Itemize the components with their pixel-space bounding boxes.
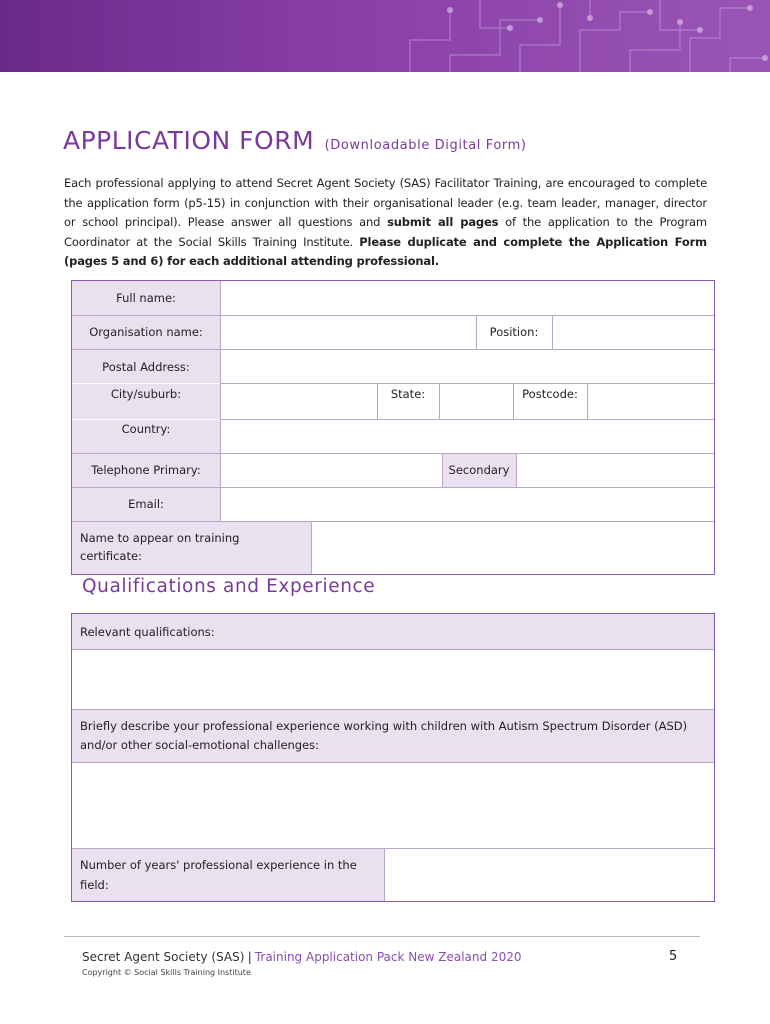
intro-text-2: of the application to the Program Coordinator at the Social Skills Training Institute.: [64, 215, 707, 249]
row-divider: [220, 419, 714, 420]
col-divider: [442, 454, 443, 487]
qualifications-form: [71, 613, 715, 902]
relevant-qualifications-label: Relevant qualifications:: [80, 625, 215, 639]
col-divider: [552, 316, 553, 349]
row-divider: [72, 649, 714, 650]
row-divider: [72, 349, 714, 350]
row-divider: [220, 383, 714, 384]
footer-rule: [64, 936, 700, 937]
col-divider: [439, 384, 440, 419]
email-input[interactable]: [220, 488, 714, 521]
page-number: 5: [669, 949, 678, 964]
circuit-pattern-icon: [390, 0, 770, 72]
position-input[interactable]: [552, 316, 714, 349]
footer-pack: Training Application Pack New Zealand 2020: [254, 950, 522, 964]
postal-address-label: Postal Address:: [102, 360, 190, 374]
experience-input[interactable]: [72, 763, 714, 848]
row-divider: [72, 762, 714, 763]
full-name-label: Full name:: [116, 291, 176, 305]
col-divider: [516, 454, 517, 487]
row-divider: [72, 848, 714, 849]
header-banner: [0, 0, 770, 72]
telephone-primary-label: Telephone Primary:: [91, 463, 201, 477]
experience-prompt-label: Briefly describe your professional experience working with children with Autism Spectrum Disorder (ASD) and/or other social-emotional challenges:: [80, 719, 688, 752]
col-divider: [311, 522, 312, 574]
full-name-input[interactable]: [220, 281, 714, 315]
qualifications-heading: Qualifications and Experience: [82, 576, 376, 597]
footer-copyright: Copyright © Social Skills Training Institute: [82, 968, 251, 977]
col-divider: [220, 281, 221, 521]
years-experience-input[interactable]: [384, 849, 714, 901]
secondary-label: Secondary: [448, 463, 510, 477]
title-main: APPLICATION FORM: [63, 126, 315, 155]
applicant-details-form: [71, 280, 715, 575]
footer-separator: |: [247, 950, 252, 964]
intro-text-1: Each professional applying to attend Secret Agent Society (SAS) Facilitator Training, are encouraged to complete the application form (p5-15) in conjunction with their organisational leader (e.g. team leader, manager, director or school principal). Please answer all questions and: [64, 176, 707, 230]
title-sub: (Downloadable Digital Form): [324, 138, 527, 153]
intro-paragraph: [64, 174, 707, 272]
page-title: [63, 126, 527, 155]
row-divider: [72, 709, 714, 710]
relevant-qualifications-input[interactable]: [72, 650, 714, 709]
postcode-label: Postcode:: [522, 387, 578, 401]
years-experience-label: Number of years' professional experience in the field:: [80, 858, 357, 892]
telephone-secondary-input[interactable]: [516, 454, 714, 487]
intro-bold-2: Please duplicate and complete the Application Form (pages 5 and 6) for each additional attending professional.: [64, 234, 707, 269]
col-divider: [476, 316, 477, 349]
footer-text: [82, 950, 521, 964]
country-input[interactable]: [220, 420, 714, 453]
intro-bold-1: submit all pages: [387, 215, 499, 230]
certificate-name-label: Name to appear on training certificate:: [80, 531, 240, 563]
row-divider: [72, 521, 714, 522]
row-divider: [72, 453, 714, 454]
footer-sas: Secret Agent Society (SAS): [82, 950, 245, 964]
organisation-name-input[interactable]: [220, 316, 476, 349]
city-suburb-input[interactable]: [220, 384, 377, 419]
city-suburb-label: City/suburb:: [110, 387, 182, 401]
state-input[interactable]: [439, 384, 513, 419]
state-label: State:: [390, 387, 426, 401]
col-divider: [513, 384, 514, 419]
row-divider: [72, 315, 714, 316]
col-divider: [384, 849, 385, 901]
col-divider: [587, 384, 588, 419]
organisation-name-label: Organisation name:: [89, 325, 203, 339]
row-divider: [72, 487, 714, 488]
email-label: Email:: [128, 497, 164, 511]
col-divider: [377, 384, 378, 419]
telephone-primary-input[interactable]: [220, 454, 442, 487]
postcode-input[interactable]: [587, 384, 714, 419]
position-label: Position:: [489, 325, 539, 339]
postal-address-input[interactable]: [220, 350, 714, 383]
certificate-name-input[interactable]: [311, 522, 714, 574]
country-label: Country:: [121, 422, 171, 436]
